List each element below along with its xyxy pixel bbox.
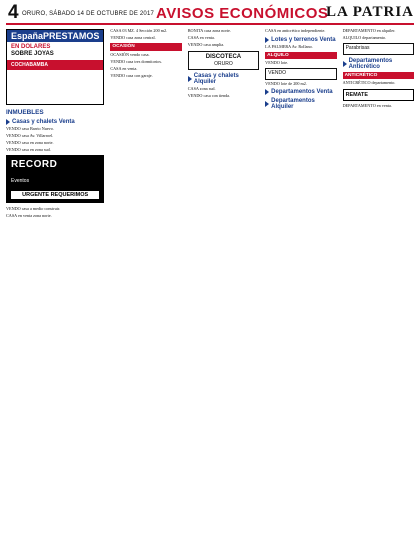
section-deptos-alquiler bbox=[265, 98, 336, 110]
classified-entry: CASA 03 MZ. 4 Sección 200 m2. bbox=[110, 28, 168, 33]
classified-entry: CASA en venta zona norte. bbox=[6, 213, 52, 219]
section-lotes-venta bbox=[265, 37, 336, 43]
classified-columns bbox=[6, 29, 414, 547]
ad-espana bbox=[6, 29, 104, 105]
classified-entry: CASA en anticrético independiente. bbox=[265, 28, 326, 33]
dateline: ORURO, SÁBADO 14 DE OCTUBRE DE 2017 bbox=[22, 11, 155, 17]
disco-ad bbox=[188, 51, 259, 70]
ad-espana-brand: España bbox=[11, 31, 44, 41]
section-label: Departamentos Venta bbox=[271, 89, 333, 96]
disco-ad-title: DISCOTECA bbox=[205, 53, 242, 60]
section-deptos-venta bbox=[265, 89, 336, 95]
masthead: LA PATRIA bbox=[325, 4, 414, 20]
highlighted-classified: ALQUILO bbox=[265, 52, 336, 59]
classified-entry: CASA en venta. bbox=[187, 35, 215, 41]
section-label: Lotes y terrenos Venta bbox=[271, 36, 336, 43]
classified-entry: DEPARTAMENTO en venta. bbox=[342, 102, 392, 108]
section-casas-alquiler bbox=[188, 73, 259, 85]
ad-record-title: RECORD bbox=[11, 159, 58, 171]
section-label: Departamentos Alquiler bbox=[271, 98, 315, 111]
ad-espana-line3: SOBRE JOYAS bbox=[11, 51, 54, 57]
classified-entry: DEPARTAMENTO en alquiler. bbox=[342, 28, 396, 33]
section-inmuebles: INMUEBLES bbox=[6, 109, 44, 116]
header-rule bbox=[6, 23, 414, 25]
column-4 bbox=[265, 29, 336, 547]
section-label: Departamentos Anticrético bbox=[348, 57, 393, 70]
section-deptos-anticretico bbox=[343, 58, 414, 70]
classified-entry: VENDO casa Av. Villarroel. bbox=[6, 133, 54, 139]
classified-entry: VENDO casa amplia. bbox=[187, 42, 225, 48]
page-number: 4 bbox=[8, 2, 19, 23]
classified-entry: ANTICRÉTICO departamento. bbox=[342, 80, 396, 86]
classified-entry: LA PALMERA Av. Rollano. bbox=[265, 43, 313, 49]
notice-box: VENDO bbox=[265, 68, 336, 80]
classified-entry: VENDO casa con garaje. bbox=[110, 72, 153, 78]
classified-entry: VENDO lote. bbox=[265, 60, 289, 66]
column-3 bbox=[188, 29, 259, 547]
highlighted-classified: ANTICRÉTICO bbox=[343, 72, 414, 79]
triangle-icon bbox=[265, 89, 269, 95]
classified-entry: VENDO casa en zona norte. bbox=[6, 140, 54, 146]
section-label: Casas y chalets Alquiler bbox=[193, 72, 239, 85]
section-title: AVISOS ECONÓMICOS bbox=[156, 5, 329, 22]
classified-entry: ALQUILO departamento. bbox=[342, 35, 387, 41]
classified-entry: VENDO casa con tienda. bbox=[187, 92, 231, 98]
column-1 bbox=[6, 29, 104, 547]
classified-entry: CASA zona sud. bbox=[187, 85, 216, 91]
ad-espana-line2: EN DOLARES bbox=[11, 44, 51, 50]
highlighted-classified: OCASIÓN bbox=[110, 43, 181, 50]
triangle-icon bbox=[188, 76, 192, 82]
ad-espana-top bbox=[7, 30, 103, 42]
page-header bbox=[6, 4, 414, 22]
legal-notice bbox=[343, 89, 414, 101]
classified-entry: BONITA casa zona norte. bbox=[187, 28, 231, 33]
ad-espana-mid bbox=[7, 42, 103, 60]
classified-entry: VENDO casa en zona sud. bbox=[6, 147, 51, 153]
classified-entry: VENDO casa tres dormitorios. bbox=[110, 58, 162, 64]
ad-record-bar: URGENTE REQUERIMOS bbox=[11, 191, 99, 199]
classified-entry: VENDO casa zona central. bbox=[110, 35, 156, 41]
triangle-icon bbox=[265, 101, 269, 107]
section-label: Casas y chalets Venta bbox=[12, 119, 75, 125]
column-2 bbox=[110, 29, 181, 547]
ad-record bbox=[6, 155, 104, 203]
notice-box: Parabrisas bbox=[343, 43, 414, 55]
classified-entry: OCASIÓN vendo casa. bbox=[110, 51, 150, 57]
classified-entry: VENDO casa a medio construir. bbox=[6, 206, 61, 212]
column-5 bbox=[343, 29, 414, 547]
triangle-icon bbox=[343, 61, 347, 67]
ad-espana-line1: PRESTAMOS bbox=[43, 31, 100, 41]
classified-entry: VENDO lote de 200 m2. bbox=[265, 80, 307, 86]
legal-notice-title: REMATE bbox=[345, 91, 368, 98]
classified-entry: VENDO casa Barrio Nuevo. bbox=[6, 126, 54, 131]
triangle-icon bbox=[6, 119, 10, 125]
disco-ad-line1: ORURO bbox=[214, 60, 233, 67]
section-casas-venta bbox=[6, 119, 104, 125]
ad-record-sub: Eventos bbox=[11, 177, 30, 184]
triangle-icon bbox=[265, 37, 269, 43]
ad-espana-bottom: COCHABAMBA bbox=[7, 60, 103, 70]
classified-entry: CASA en venta. bbox=[110, 65, 138, 71]
